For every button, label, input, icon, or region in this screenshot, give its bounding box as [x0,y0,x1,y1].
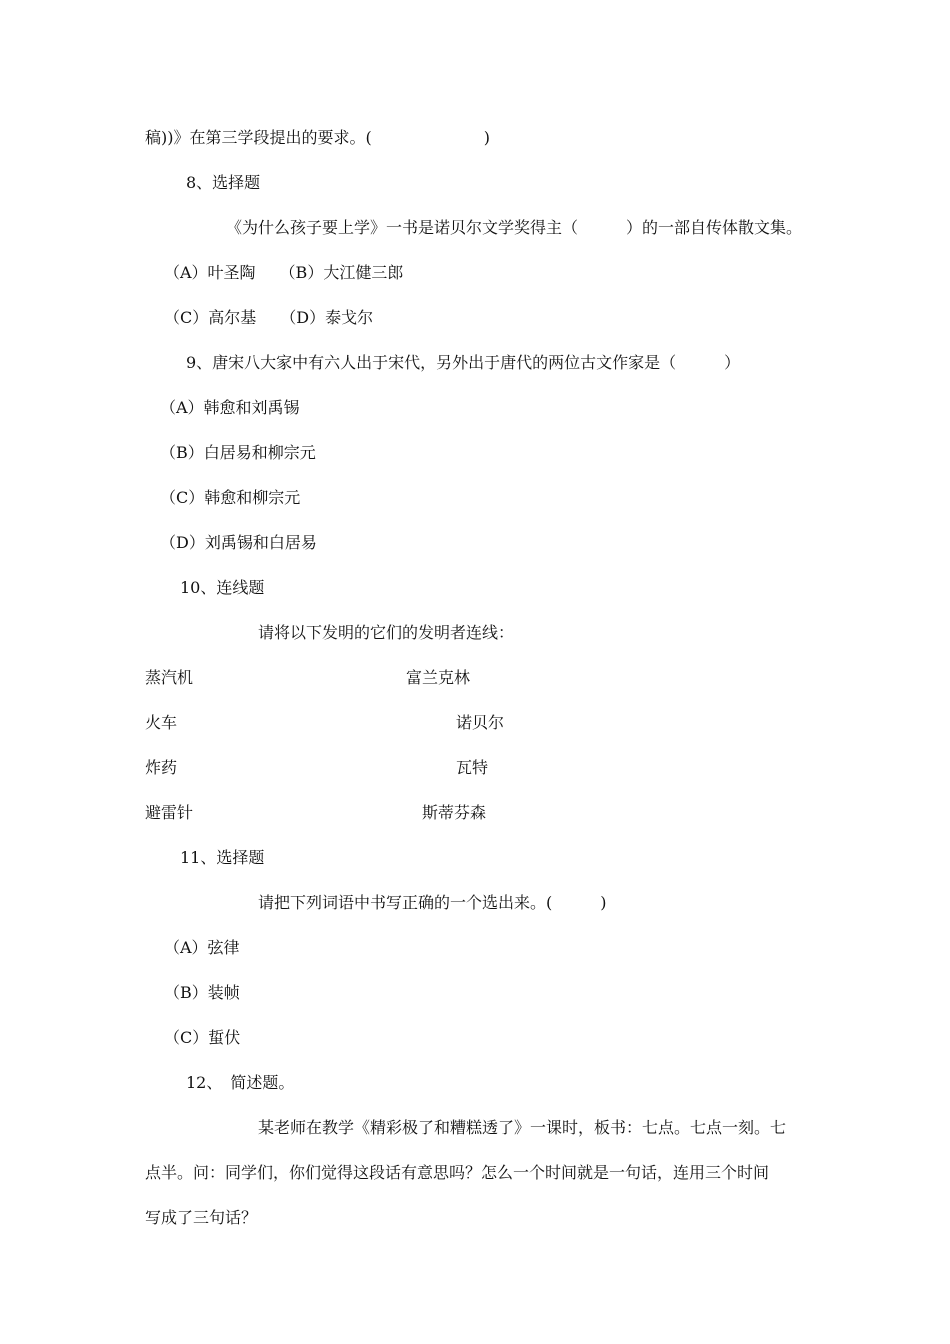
match-left-item: 避雷针 [145,803,194,822]
match-right-item: 瓦特 [456,758,489,777]
question-text: 写成了三句话？ [145,1208,258,1227]
question-heading: 9、唐宋八大家中有六人出于宋代，另外出于唐代的两位古文作家是（ ） [186,353,741,372]
answer-option: （B）装帧 [164,983,240,1002]
question-text: 点半。问：同学们，你们觉得这段话有意思吗？怎么一个时间就是一句话，连用三个时间 [145,1163,770,1182]
question-text: 《为什么孩子要上学》一书是诺贝尔文学奖得主（ ）的一部自传体散文集。 [226,218,803,237]
answer-option: （C）蜇伏 [164,1028,241,1047]
answer-options: （A）叶圣陶 （B）大江健三郎 [164,263,404,282]
answer-option: （D）刘禹锡和白居易 [160,533,317,552]
match-right-item: 诺贝尔 [456,713,505,732]
question-heading: 11、选择题 [180,848,265,867]
answer-options: （C）高尔基 （D）泰戈尔 [164,308,374,327]
question-heading: 12、 简述题。 [186,1073,295,1092]
question-heading: 8、选择题 [186,173,261,192]
question-heading: 10、连线题 [180,578,265,597]
match-left-item: 炸药 [145,758,178,777]
match-left-item: 火车 [145,713,178,732]
match-right-item: 斯蒂芬森 [422,803,487,822]
answer-option: （C）韩愈和柳宗元 [160,488,301,507]
answer-option: （B）白居易和柳宗元 [160,443,316,462]
text-line: 稿))》在第三学段提出的要求。( ) [145,128,490,147]
question-text: 某老师在教学《精彩极了和糟糕透了》一课时，板书：七点。七点一刻。七 [258,1118,787,1137]
answer-option: （A）韩愈和刘禹锡 [160,398,300,417]
question-text: 请把下列词语中书写正确的一个选出来。( ) [258,893,607,912]
match-left-item: 蒸汽机 [145,668,194,687]
question-text: 请将以下发明的它们的发明者连线： [258,623,515,642]
match-right-item: 富兰克林 [406,668,471,687]
answer-option: （A）弦律 [164,938,240,957]
